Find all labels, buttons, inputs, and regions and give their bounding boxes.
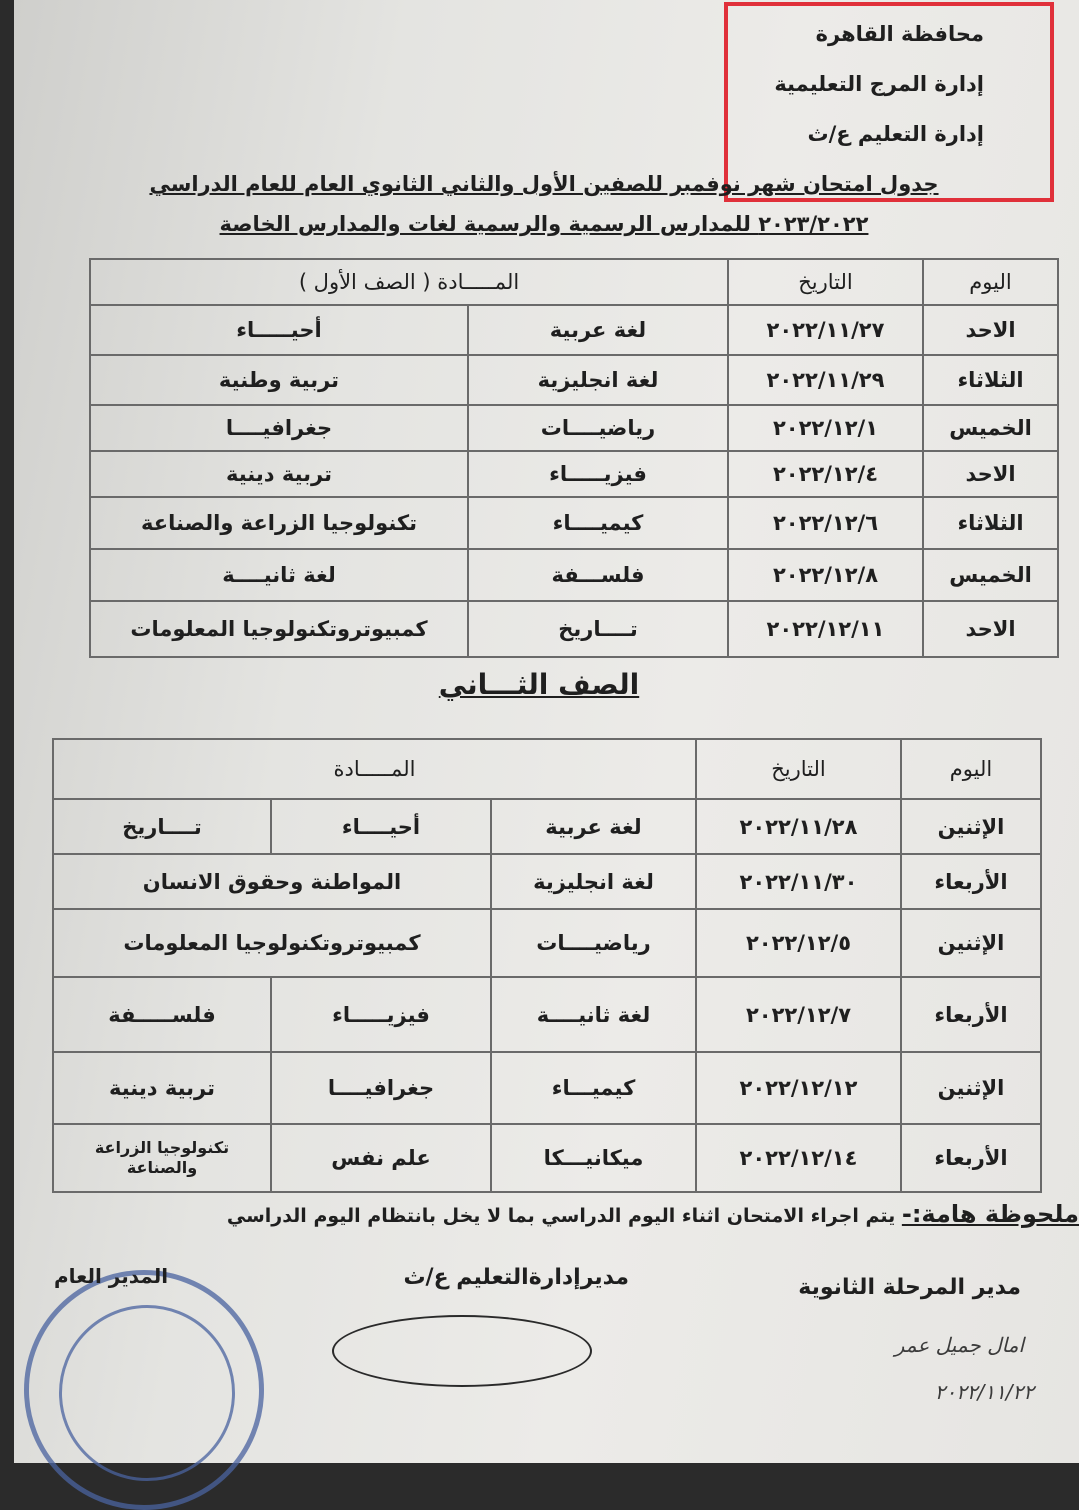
cell-subject: لغة ثانيــــة [90, 549, 468, 601]
cell-subject: فيزيـــــاء [271, 977, 491, 1052]
cell-subject: تكنولوجيا الزراعة والصناعة [53, 1124, 271, 1192]
cell-day: الاحد [923, 601, 1058, 657]
cell-subject: رياضيــــات [468, 405, 728, 451]
table-row [90, 549, 1058, 601]
cell-date: ٢٠٢٢/١١/٢٩ [728, 355, 923, 405]
cell-subject: فلســـفة [468, 549, 728, 601]
secondary-director-title: مدير المرحلة الثانوية [798, 1275, 1021, 1300]
cell-subject: ميكانيـــكا [491, 1124, 696, 1192]
cell-subject: تربية دينية [90, 451, 468, 497]
cell-subject: أحيـــــاء [90, 305, 468, 355]
second-grade-table [52, 738, 1042, 1193]
cell-day: الخميس [923, 405, 1058, 451]
first-grade-table [89, 258, 1059, 658]
cell-date: ٢٠٢٢/١٢/٥ [696, 909, 901, 977]
cell-day: الإثنين [901, 799, 1041, 854]
cell-subject: رياضيــــات [491, 909, 696, 977]
table-row [53, 799, 1041, 854]
cell-subject: تكنولوجيا الزراعة والصناعة [90, 497, 468, 549]
header-subject: المـــــادة ( الصف الأول ) [90, 259, 728, 305]
cell-date: ٢٠٢٢/١٢/٧ [696, 977, 901, 1052]
important-note [74, 1200, 1079, 1228]
table-row [90, 451, 1058, 497]
document-page [14, 0, 1079, 1463]
cell-subject: المواطنة وحقوق الانسان [53, 854, 491, 909]
table-row [53, 977, 1041, 1052]
cell-date: ٢٠٢٢/١٢/٤ [728, 451, 923, 497]
cell-subject: لغة عربية [468, 305, 728, 355]
table-row [90, 497, 1058, 549]
education-director-title: مديرإدارةالتعليم ع/ث [403, 1265, 629, 1290]
secondary-director-date: ٢٠٢٢/١١/٢٢ [934, 1380, 1034, 1404]
table-row [53, 909, 1041, 977]
table-row [90, 405, 1058, 451]
cell-subject: لغة عربية [491, 799, 696, 854]
header-department: إدارة التعليم ع/ث [807, 122, 984, 146]
second-grade-title: الصف الثـــاني [438, 668, 640, 701]
cell-subject: جغرافيــــا [271, 1052, 491, 1124]
header-day: اليوم [901, 739, 1041, 799]
cell-date: ٢٠٢٢/١١/٣٠ [696, 854, 901, 909]
header-governorate: محافظة القاهرة [815, 22, 984, 46]
table-row [90, 355, 1058, 405]
cell-date: ٢٠٢٢/١٢/٦ [728, 497, 923, 549]
header-date: التاريخ [728, 259, 923, 305]
cell-day: الاحد [923, 451, 1058, 497]
cell-day: الخميس [923, 549, 1058, 601]
note-lead: ملحوظة هامة:- [901, 1200, 1079, 1228]
cell-subject: كمبيوتروتكنولوجيا المعلومات [53, 909, 491, 977]
header-date: التاريخ [696, 739, 901, 799]
cell-subject: تربية دينية [53, 1052, 271, 1124]
cell-day: الإثنين [901, 909, 1041, 977]
cell-day: الثلاثاء [923, 497, 1058, 549]
table-row [90, 305, 1058, 355]
table-row [53, 1052, 1041, 1124]
cell-subject: تربية وطنية [90, 355, 468, 405]
cell-subject: تــــاريخ [468, 601, 728, 657]
cell-subject: لغة ثانيــــة [491, 977, 696, 1052]
cell-day: الأربعاء [901, 977, 1041, 1052]
table-row [53, 854, 1041, 909]
document-subtitle: ٢٠٢٣/٢٠٢٢ للمدارس الرسمية والرسمية لغات والمدارس الخاصة [219, 212, 869, 236]
secondary-director-name: امال جميل عمر [894, 1333, 1024, 1357]
cell-date: ٢٠٢٢/١٢/١ [728, 405, 923, 451]
general-director-title: المدير العام [54, 1264, 169, 1288]
cell-date: ٢٠٢٢/١١/٢٨ [696, 799, 901, 854]
official-seal-icon [24, 1270, 264, 1510]
header-administration: إدارة المرج التعليمية [774, 72, 984, 96]
cell-date: ٢٠٢٢/١٢/١٤ [696, 1124, 901, 1192]
cell-subject: علم نفس [271, 1124, 491, 1192]
cell-date: ٢٠٢٢/١١/٢٧ [728, 305, 923, 355]
cell-subject: تــــاريخ [53, 799, 271, 854]
note-text: يتم اجراء الامتحان اثناء اليوم الدراسي بما لا يخل بانتظام اليوم الدراسي [226, 1205, 896, 1227]
signature-oval [332, 1315, 592, 1387]
cell-subject: فيزيـــــاء [468, 451, 728, 497]
header-day: اليوم [923, 259, 1058, 305]
table-row [53, 1124, 1041, 1192]
cell-date: ٢٠٢٢/١٢/٨ [728, 549, 923, 601]
cell-subject: كمبيوتروتكنولوجيا المعلومات [90, 601, 468, 657]
table-row [90, 601, 1058, 657]
cell-subject: أحيــــاء [271, 799, 491, 854]
cell-subject: لغة انجليزية [468, 355, 728, 405]
cell-day: الأربعاء [901, 1124, 1041, 1192]
cell-day: الإثنين [901, 1052, 1041, 1124]
cell-subject: فلســـــفة [53, 977, 271, 1052]
cell-subject: كيميــــاء [468, 497, 728, 549]
cell-day: الثلاثاء [923, 355, 1058, 405]
cell-subject: جغرافيــــا [90, 405, 468, 451]
document-title: جدول امتحان شهر نوفمبر للصفين الأول والثاني الثانوي العام للعام الدراسي [149, 172, 939, 196]
cell-date: ٢٠٢٢/١٢/١١ [728, 601, 923, 657]
cell-day: الأربعاء [901, 854, 1041, 909]
header-subject: المـــــادة [53, 739, 696, 799]
cell-day: الاحد [923, 305, 1058, 355]
cell-subject: لغة انجليزية [491, 854, 696, 909]
cell-subject: كيميـــاء [491, 1052, 696, 1124]
cell-date: ٢٠٢٢/١٢/١٢ [696, 1052, 901, 1124]
